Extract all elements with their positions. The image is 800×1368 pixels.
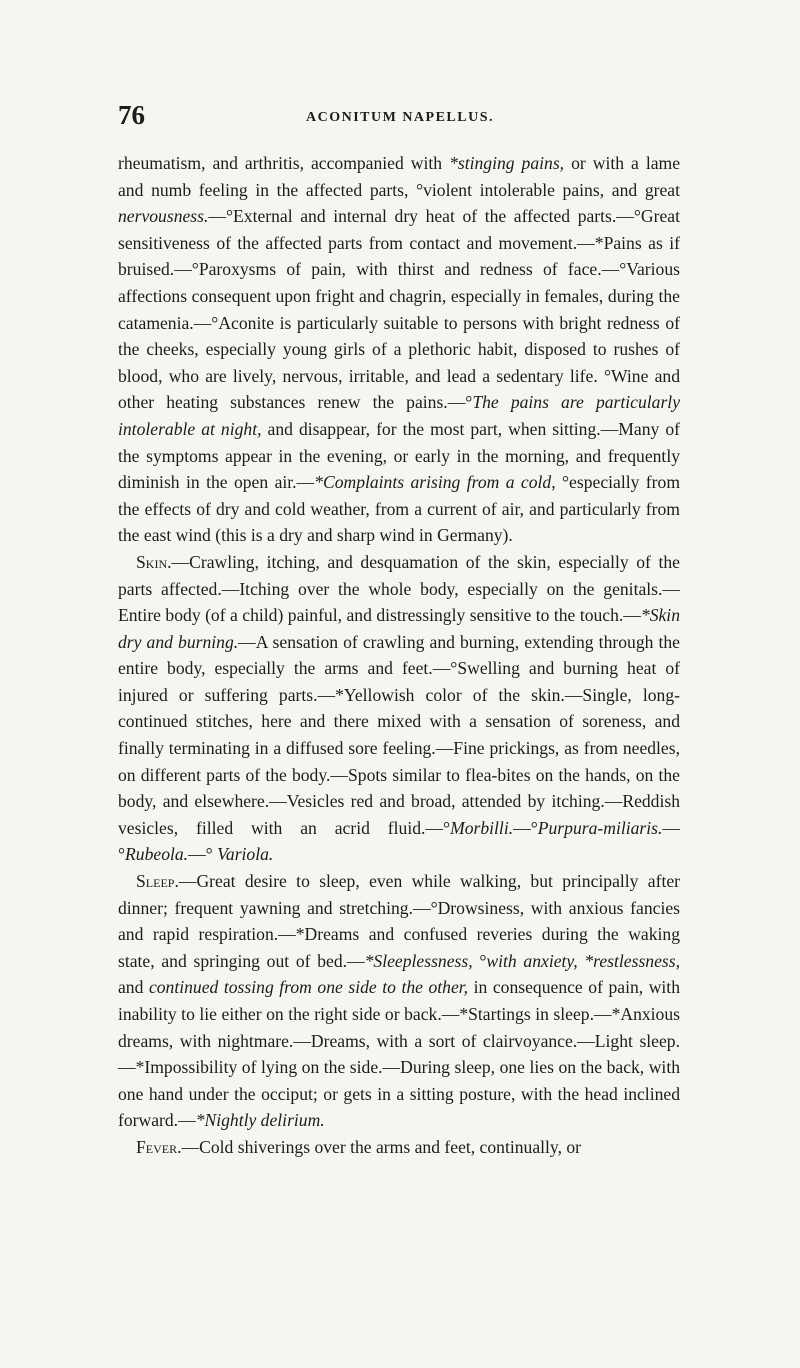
section-heading: Skin. [136,551,172,572]
italic-text: *Complaints arising from a cold, [314,472,556,493]
italic-text: with anxiety, [486,950,578,971]
text-run: rheumatism, and arthritis, accompanied with [118,153,450,173]
italic-text: nervousness. [118,206,209,227]
text-run: —°External and internal dry heat of the affected parts.—°Great sensitiveness of the affected parts from contact and movement.—*Pains as if bruised.—°Paroxysms of pain, with thirst and redness of face.—°Various affections consequent upon fright and chagrin, especially in females, during the catamenia.—°Aconite is particularly suitable to persons with bright redness of the cheeks, especially young girls of a plethoric habit, disposed to rushes of blood, who are lively, nervous, irritable, and lead a sedentary life. °Wine and other heating substances renew the pains.—° [118,206,680,413]
text-run: —° [118,817,680,865]
italic-text: The pains are particularly intolerable at night, [118,392,680,439]
text-run: and [118,977,149,998]
italic-text: Purpura-miliaris. [537,817,663,838]
paragraph-continuation [118,150,680,549]
italic-text: *Skin dry and burning. [118,605,680,652]
section-heading: Fever. [136,1136,182,1157]
text-run: —Crawling, itching, and desquamation of the skin, especially of the parts affected.—Itching over the whole body, especially on the genitals.—Entire body (of a child) painful, and distressingly sensitive to the touch.— [118,551,680,626]
italic-text: *restlessness, [584,950,680,971]
text-run: in consequence of pain, with inability to lie either on the right side or back.—*Startings in sleep.—*Anxious dreams, with nightmare.—Dreams, with a sort of clairvoyance.—Light sleep.—*Impossibility of lying on the side.—During sleep, one lies on the back, with one hand under the occiput; or gets in a sitting posture, with the head inclined forward.— [118,977,680,1131]
paragraph-fever [118,1134,680,1161]
italic-text: Variola. [217,844,274,865]
page-number: 76 [118,100,145,130]
running-head: ACONITUM NAPELLUS. [305,110,494,125]
page-header [118,100,682,140]
italic-text: *Sleeplessness, [364,950,473,971]
paragraph-skin [118,549,680,868]
text-run: ° [472,950,487,971]
text-run: or with a lame and numb feeling in the affected parts, °violent intolerable pains, and great [118,153,681,200]
text-run: and disappear, for the most part, when sitting.—Many of the symptoms appear in the evening, or early in the morning, and frequently diminish in the open air.— [118,418,680,493]
italic-text: Rubeola. [125,844,189,865]
text-run: —A sensation of crawling and burning, extending through the entire body, especially the arms and feet.—°Swelling and burning heat of injured or suffering parts.—*Yellowish color of the skin.—Single, long-continued stitches, here and there mixed with a sensation of soreness, and finally terminating in a diffused sore feeling.—Fine prickings, as from needles, on different parts of the body.—Spots similar to flea-bites on the hands, on the body, and elsewhere.—Vesicles red and broad, attended by itching.—Reddish vesicles, filled with an acrid fluid.—° [118,631,680,838]
text-run: °especially from the effects of dry and cold weather, from a current of air, and particularly from the east wind (this is a dry and sharp wind in Germany). [118,472,681,546]
body-text [118,150,680,1161]
section-heading: Sleep. [136,871,179,892]
text-run: —° [188,844,218,865]
text-run: —Cold shiverings over the arms and feet, continually, or [181,1136,582,1157]
italic-text: Morbilli. [450,817,514,838]
paragraph-sleep [118,868,680,1134]
italic-text: *Nightly delirium. [195,1110,325,1131]
italic-text: continued tossing from one side to the other, [148,977,469,998]
italic-text: *stinging pains, [449,153,565,173]
text-run: —° [513,817,538,838]
text-run: —Great desire to sleep, even while walking, but principally after dinner; frequent yawning and stretching.—°Drowsiness, with anxious fancies and rapid respiration.—*Dreams and confused reveries during the waking state, and springing out of bed.— [118,871,680,971]
